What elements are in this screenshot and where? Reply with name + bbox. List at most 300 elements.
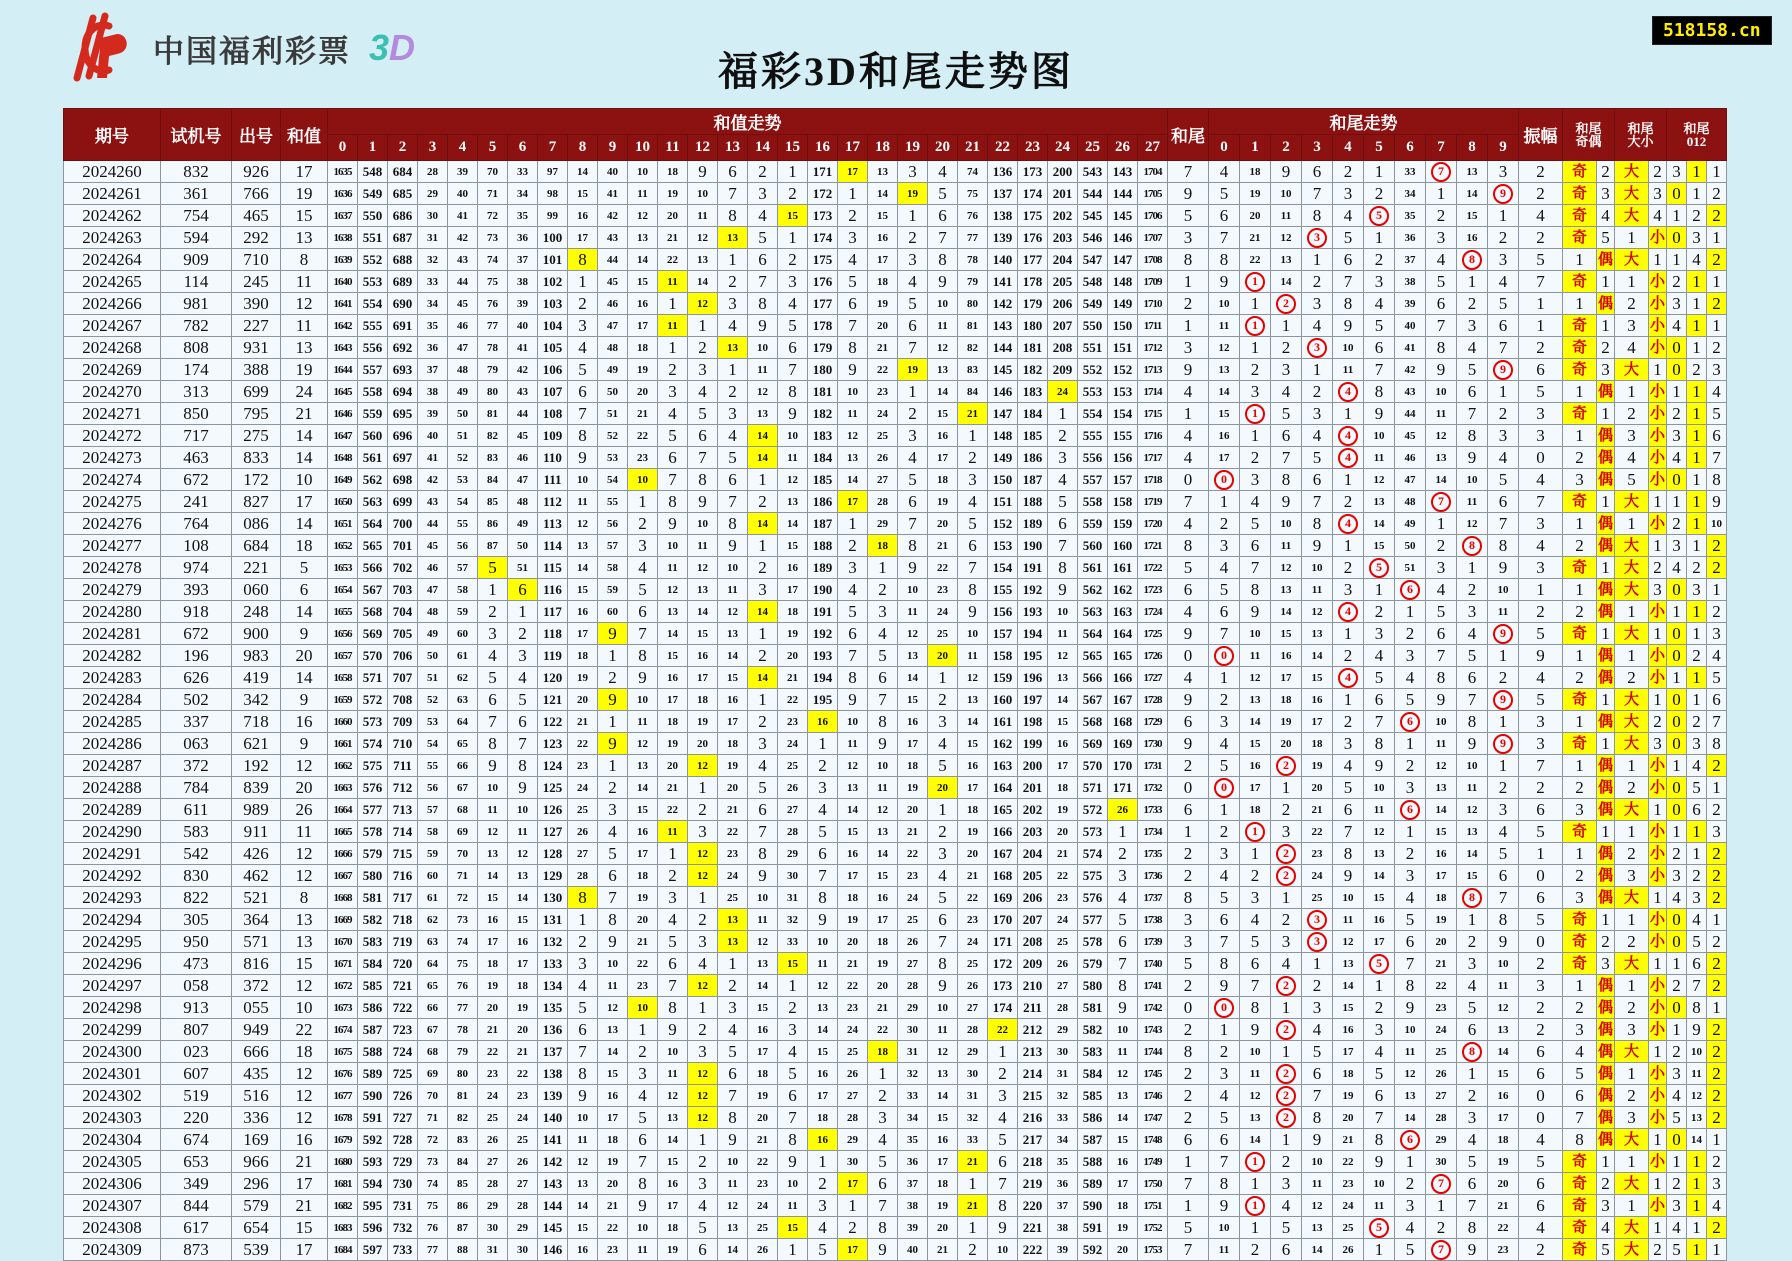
sum-trend-miss-cell: 25 [838,1041,868,1063]
sum-trend-miss-cell: 19 [778,623,808,645]
mod3-miss-cell: 2 [1687,205,1707,227]
sum-trend-miss-cell: 552 [1078,359,1108,381]
sum-trend-miss-cell: 160 [988,689,1018,711]
sum-trend-miss-cell: 15 [628,799,658,821]
tail-trend-miss-cell: 6 [1395,931,1426,953]
sum-trend-miss-cell: 214 [1018,1063,1048,1085]
issue-cell: 2024301 [64,1063,161,1085]
tail-trend-miss-cell: 5 [1271,1217,1302,1239]
size-hit-cell: 小 [1649,1085,1667,1107]
sum-trend-miss-cell: 23 [718,843,748,865]
sum-trend-miss-cell: 16 [928,1129,958,1151]
tail-cell: 7 [1168,1173,1209,1195]
sum-trend-miss-cell: 18 [628,865,658,887]
tail-trend-miss-cell: 13 [1457,161,1488,183]
sum-trend-miss-cell: 205 [1018,865,1048,887]
sum-trend-miss-cell: 22 [568,733,598,755]
tail-trend-hit-cell [1488,623,1519,645]
sum-trend-miss-cell: 2 [1048,425,1078,447]
sum-trend-miss-cell: 22 [508,1063,538,1085]
sum-trend-miss-cell: 16 [598,1085,628,1107]
sum-trend-header-col-11: 11 [658,135,688,161]
mod3-miss-cell: 9 [1707,491,1727,513]
size-miss-cell: 1 [1615,1151,1649,1173]
tail-trend-miss-cell: 9 [1426,689,1457,711]
sum-trend-miss-cell: 22 [1048,865,1078,887]
size-miss-cell: 2 [1615,293,1649,315]
sum-trend-miss-cell: 18 [598,1129,628,1151]
sum-trend-miss-cell: 76 [958,205,988,227]
col-header-tail: 和尾 [1168,109,1209,161]
mod3-miss-cell: 3 [1687,579,1707,601]
sum-trend-miss-cell: 7 [718,491,748,513]
sum-trend-miss-cell: 154 [988,557,1018,579]
issue-cell: 2024284 [64,689,161,711]
sum-trend-miss-cell: 150 [1108,315,1138,337]
sum-trend-miss-cell: 23 [778,711,808,733]
size-miss-cell: 2 [1649,161,1667,183]
amplitude-cell: 3 [1519,711,1563,733]
sum-trend-miss-cell: 180 [1018,315,1048,337]
sum-trend-hit-cell: 13 [718,337,748,359]
sum-trend-miss-cell: 12 [628,205,658,227]
size-hit-cell: 大 [1615,491,1649,513]
sum-trend-miss-cell: 21 [478,1019,508,1041]
sum-trend-miss-cell: 32 [418,249,448,271]
table-row [64,557,1727,579]
sum-trend-miss-cell: 2 [508,623,538,645]
sum-trend-miss-cell: 28 [778,821,808,843]
draw-number-cell: 931 [232,337,281,359]
sum-trend-miss-cell: 8 [838,337,868,359]
sum-trend-miss-cell: 45 [418,535,448,557]
sum-trend-miss-cell: 18 [628,337,658,359]
sum-trend-miss-cell: 20 [478,997,508,1019]
sum-trend-miss-cell: 1676 [328,1063,358,1085]
sum-cell: 18 [281,1041,328,1063]
sum-trend-miss-cell: 6 [718,1063,748,1085]
sum-trend-miss-cell: 2 [688,1151,718,1173]
mod3-miss-cell: 8 [1707,469,1727,491]
tail-trend-miss-cell: 1 [1395,1151,1426,1173]
sum-trend-miss-cell: 11 [658,1063,688,1085]
sum-trend-miss-cell: 166 [1108,667,1138,689]
sum-trend-miss-cell: 22 [928,557,958,579]
issue-cell: 2024270 [64,381,161,403]
tail-trend-miss-cell: 17 [1426,865,1457,887]
mod3-hit-cell: 2 [1707,293,1727,315]
issue-cell: 2024289 [64,799,161,821]
sum-trend-miss-cell: 194 [1018,623,1048,645]
sum-trend-miss-cell: 13 [478,843,508,865]
tail-trend-miss-cell: 14 [1426,469,1457,491]
test-number-cell: 063 [161,733,232,755]
sum-trend-miss-cell: 42 [448,227,478,249]
sum-trend-miss-cell: 1677 [328,1085,358,1107]
sum-trend-miss-cell: 153 [1108,381,1138,403]
sum-trend-miss-cell: 1 [478,579,508,601]
tail-hit-circle: 1 [1245,822,1265,842]
size-hit-cell: 小 [1649,975,1667,997]
sum-trend-miss-cell: 187 [1018,469,1048,491]
tail-hit-circle: 6 [1400,800,1420,820]
sum-trend-miss-cell: 2 [598,667,628,689]
tail-trend-miss-cell: 6 [1333,799,1364,821]
sum-trend-miss-cell: 14 [568,161,598,183]
sum-trend-miss-cell: 10 [928,293,958,315]
tail-hit-circle: 3 [1307,228,1327,248]
amplitude-cell: 2 [1519,1239,1563,1261]
tail-cell: 8 [1168,1041,1209,1063]
tail-trend-miss-cell: 2 [1426,535,1457,557]
mod3-miss-cell: 2 [1687,865,1707,887]
sum-trend-miss-cell: 72 [448,887,478,909]
tail-trend-miss-cell: 13 [1271,249,1302,271]
sum-trend-miss-cell: 1727 [1138,667,1168,689]
sum-trend-miss-cell: 718 [388,909,418,931]
mod3-miss-cell: 4 [1687,909,1707,931]
draw-number-cell: 248 [232,601,281,623]
table-row [64,601,1727,623]
tail-trend-miss-cell: 28 [1426,1107,1457,1129]
sum-trend-hit-cell: 14 [748,447,778,469]
sum-trend-miss-cell: 6 [658,953,688,975]
sum-trend-miss-cell: 1736 [1138,865,1168,887]
sum-trend-miss-cell: 1733 [1138,799,1168,821]
tail-trend-hit-cell [1333,601,1364,623]
tail-trend-miss-cell: 9 [1457,1239,1488,1261]
mod3-miss-cell: 5 [1687,931,1707,953]
sum-trend-miss-cell: 190 [808,579,838,601]
parity-header-line2: 奇偶 [1575,133,1602,149]
sum-trend-miss-cell: 11 [778,1195,808,1217]
tail-trend-miss-cell: 2 [1426,1217,1457,1239]
sum-trend-miss-cell: 3 [928,843,958,865]
sum-trend-miss-cell: 30 [478,1217,508,1239]
test-number-cell: 950 [161,931,232,953]
tail-hit-circle: 7 [1431,492,1451,512]
sum-trend-miss-cell: 701 [388,535,418,557]
sum-trend-miss-cell: 55 [418,755,448,777]
sum-cell: 12 [281,1107,328,1129]
sum-trend-miss-cell: 579 [1078,953,1108,975]
sum-trend-miss-cell: 5 [568,359,598,381]
sum-trend-miss-cell: 136 [538,1019,568,1041]
sum-trend-miss-cell: 1704 [1138,161,1168,183]
amplitude-cell: 4 [1519,535,1563,557]
tail-trend-miss-cell: 45 [1395,425,1426,447]
amplitude-cell: 4 [1519,667,1563,689]
mod3-miss-cell: 2 [1687,645,1707,667]
sum-trend-miss-cell: 7 [988,1173,1018,1195]
sum-trend-miss-cell: 13 [718,623,748,645]
sum-trend-miss-cell: 4 [718,425,748,447]
sum-trend-hit-cell: 21 [958,1151,988,1173]
sum-trend-miss-cell: 564 [1078,623,1108,645]
tail-trend-miss-cell: 6 [1488,315,1519,337]
tail-trend-miss-cell: 6 [1364,689,1395,711]
tail-trend-miss-cell: 11 [1209,315,1240,337]
sum-cell: 21 [281,1195,328,1217]
site-badge-link[interactable]: 518158.cn [1652,16,1772,45]
sum-trend-miss-cell: 1 [868,557,898,579]
sum-trend-miss-cell: 18 [1108,1195,1138,1217]
sum-trend-miss-cell: 21 [868,337,898,359]
sum-trend-miss-cell: 558 [358,381,388,403]
sum-trend-miss-cell: 37 [1048,1195,1078,1217]
tail-trend-miss-cell: 11 [1364,447,1395,469]
tail-trend-miss-cell: 2 [1240,1239,1271,1261]
sum-trend-miss-cell: 546 [1078,227,1108,249]
tail-trend-miss-cell: 9 [1364,755,1395,777]
test-number-cell: 337 [161,711,232,733]
sum-trend-miss-cell: 20 [868,975,898,997]
sum-trend-miss-cell: 8 [898,535,928,557]
sum-trend-miss-cell: 80 [478,381,508,403]
mod3-miss-cell: 6 [1687,799,1707,821]
tail-trend-miss-cell: 23 [1426,997,1457,1019]
sum-trend-miss-cell: 166 [988,821,1018,843]
sum-trend-miss-cell: 16 [478,909,508,931]
sum-trend-miss-cell: 1735 [1138,843,1168,865]
sum-trend-miss-cell: 12 [1048,645,1078,667]
sum-trend-miss-cell: 565 [1078,645,1108,667]
tail-trend-miss-cell: 13 [1364,843,1395,865]
sum-trend-miss-cell: 20 [658,205,688,227]
sum-trend-miss-cell: 171 [988,931,1018,953]
tail-trend-miss-cell: 4 [1302,315,1333,337]
size-hit-cell: 小 [1649,1019,1667,1041]
sum-trend-miss-cell: 157 [1108,469,1138,491]
tail-trend-miss-cell: 3 [1457,315,1488,337]
test-number-cell: 617 [161,1217,232,1239]
parity-hit-cell: 奇 [1563,205,1597,227]
sum-trend-miss-cell: 78 [448,1019,478,1041]
sum-trend-miss-cell: 1705 [1138,183,1168,205]
sum-trend-miss-cell: 15 [838,821,868,843]
sum-trend-miss-cell: 1743 [1138,1019,1168,1041]
table-row [64,909,1727,931]
sum-trend-miss-cell: 16 [1048,733,1078,755]
mod3-hit-cell: 0 [1667,909,1687,931]
size-miss-cell: 1 [1649,623,1667,645]
mod3-miss-cell: 1 [1667,821,1687,843]
size-hit-cell: 小 [1649,667,1667,689]
sum-trend-miss-cell: 3 [748,183,778,205]
mod3-miss-cell: 2 [1667,513,1687,535]
sum-trend-miss-cell: 10 [838,711,868,733]
tail-trend-miss-cell: 8 [1488,535,1519,557]
tail-trend-miss-cell: 3 [1395,1195,1426,1217]
amplitude-cell: 0 [1519,447,1563,469]
sum-trend-miss-cell: 206 [1018,887,1048,909]
sum-trend-miss-cell: 49 [598,359,628,381]
sum-trend-miss-cell: 7 [898,337,928,359]
mod3-miss-cell: 4 [1667,887,1687,909]
sum-trend-miss-cell: 590 [1078,1195,1108,1217]
sum-trend-miss-cell: 14 [628,249,658,271]
tail-trend-miss-cell: 7 [1209,931,1240,953]
size-hit-cell: 小 [1649,1063,1667,1085]
sum-trend-miss-cell: 6 [628,1129,658,1151]
sum-trend-miss-cell: 47 [508,469,538,491]
tail-trend-miss-cell: 35 [1395,205,1426,227]
tail-trend-miss-cell: 34 [1395,183,1426,205]
size-hit-cell: 大 [1615,733,1649,755]
test-number-cell: 502 [161,689,232,711]
sum-trend-miss-cell: 4 [1048,469,1078,491]
mod3-miss-cell: 1 [1687,623,1707,645]
tail-trend-miss-cell: 3 [1302,997,1333,1019]
mod3-miss-cell: 1 [1667,1019,1687,1041]
sum-trend-miss-cell: 57 [598,535,628,557]
tail-trend-miss-cell: 9 [1209,271,1240,293]
tail-trend-miss-cell: 7 [1209,623,1240,645]
sum-trend-miss-cell: 189 [1018,513,1048,535]
size-hit-cell: 大 [1615,205,1649,227]
sum-trend-miss-cell: 22 [868,359,898,381]
sum-trend-miss-cell: 13 [868,821,898,843]
sum-trend-miss-cell: 185 [808,469,838,491]
size-miss-cell: 4 [1649,205,1667,227]
parity-miss-cell: 1 [1597,557,1615,579]
sum-trend-miss-cell: 191 [808,601,838,623]
tail-trend-miss-cell: 1 [1333,403,1364,425]
sum-trend-miss-cell: 82 [448,1107,478,1129]
parity-miss-cell: 1 [1563,975,1597,997]
sum-trend-miss-cell: 205 [1048,271,1078,293]
sum-trend-miss-cell: 1745 [1138,1063,1168,1085]
sum-trend-miss-cell: 19 [628,887,658,909]
size-miss-cell: 1 [1615,755,1649,777]
tail-trend-hit-cell [1488,183,1519,205]
size-header-line1: 和尾 [1627,120,1654,136]
sum-trend-miss-cell: 204 [1048,249,1078,271]
sum-trend-miss-cell: 58 [418,821,448,843]
sum-trend-miss-cell: 144 [988,337,1018,359]
tail-trend-miss-cell: 13 [1240,1107,1271,1129]
parity-hit-cell: 偶 [1597,1063,1615,1085]
sum-trend-miss-cell: 12 [688,227,718,249]
tail-trend-miss-cell: 6 [1426,623,1457,645]
sum-trend-miss-cell: 84 [448,1151,478,1173]
sum-trend-miss-cell: 20 [1108,1239,1138,1261]
sum-trend-miss-cell: 6 [1048,513,1078,535]
tail-trend-miss-cell: 2 [1488,777,1519,799]
sum-trend-miss-cell: 13 [808,997,838,1019]
amplitude-cell: 2 [1519,997,1563,1019]
sum-trend-miss-cell: 14 [628,777,658,799]
size-hit-cell: 大 [1615,359,1649,381]
sum-trend-hit-cell: 10 [628,997,658,1019]
mod3-hit-cell: 0 [1667,799,1687,821]
sum-trend-miss-cell: 12 [658,1085,688,1107]
sum-trend-miss-cell: 5 [688,1217,718,1239]
sum-trend-miss-cell: 12 [898,623,928,645]
table-row [64,381,1727,403]
size-hit-cell: 大 [1615,887,1649,909]
sum-cell: 12 [281,975,328,997]
sum-trend-miss-cell: 17 [568,623,598,645]
tail-trend-miss-cell: 1 [1457,909,1488,931]
sum-trend-miss-cell: 572 [1078,799,1108,821]
size-miss-cell: 2 [1615,843,1649,865]
tail-trend-miss-cell: 27 [1426,1085,1457,1107]
tail-trend-miss-cell: 9 [1488,557,1519,579]
sum-trend-miss-cell: 27 [508,1173,538,1195]
sum-trend-miss-cell: 56 [418,777,448,799]
sum-trend-miss-cell: 22 [958,887,988,909]
sum-trend-miss-cell: 2 [688,909,718,931]
sum-trend-miss-cell: 18 [508,975,538,997]
tail-trend-miss-cell: 17 [1209,447,1240,469]
table-row [64,689,1727,711]
tail-trend-miss-cell: 3 [1209,1063,1240,1085]
mod3-miss-cell: 1 [1707,579,1727,601]
sum-trend-miss-cell: 33 [1048,1107,1078,1129]
sum-trend-miss-cell: 163 [1108,601,1138,623]
mod3-miss-cell: 1 [1707,315,1727,337]
size-miss-cell: 1 [1615,381,1649,403]
table-row [64,799,1727,821]
sum-trend-miss-cell: 689 [388,271,418,293]
sum-trend-miss-cell: 84 [958,381,988,403]
sum-trend-miss-cell: 6 [718,161,748,183]
tail-trend-miss-cell: 5 [1209,579,1240,601]
sum-trend-miss-cell: 697 [388,447,418,469]
draw-number-cell: 435 [232,1063,281,1085]
sum-trend-miss-cell: 11 [568,491,598,513]
mod3-hit-cell: 1 [1687,1239,1707,1261]
sum-trend-miss-cell: 8 [628,645,658,667]
test-number-cell: 463 [161,447,232,469]
tail-trend-miss-cell: 14 [1302,1239,1333,1261]
mod3-miss-cell: 9 [1687,1019,1707,1041]
sum-trend-miss-cell: 5 [718,447,748,469]
tail-trend-miss-cell: 13 [1426,447,1457,469]
tail-trend-miss-cell: 20 [1302,777,1333,799]
sum-trend-miss-cell: 34 [1048,1129,1078,1151]
sum-trend-miss-cell: 70 [448,843,478,865]
tail-trend-miss-cell: 5 [1426,601,1457,623]
draw-number-cell: 192 [232,755,281,777]
tail-trend-miss-cell: 6 [1457,1019,1488,1041]
tail-trend-miss-cell: 1 [1488,755,1519,777]
amplitude-cell: 2 [1519,1019,1563,1041]
sum-trend-miss-cell: 88 [448,1239,478,1261]
sum-trend-miss-cell: 104 [538,315,568,337]
tail-trend-miss-cell: 13 [1364,491,1395,513]
sum-trend-hit-cell: 15 [778,205,808,227]
sum-trend-miss-cell: 30 [838,1151,868,1173]
tail-trend-hit-cell [1240,1151,1271,1173]
sum-trend-miss-cell: 195 [808,689,838,711]
tail-hit-circle: 0 [1214,470,1234,490]
tail-hit-circle: 9 [1493,624,1513,644]
draw-number-cell: 388 [232,359,281,381]
sum-trend-miss-cell: 27 [958,997,988,1019]
tail-trend-miss-cell: 5 [1488,469,1519,491]
sum-trend-miss-cell: 32 [778,909,808,931]
sum-trend-miss-cell: 100 [538,227,568,249]
tail-trend-miss-cell: 1 [1426,1195,1457,1217]
sum-trend-miss-cell: 714 [388,821,418,843]
sum-trend-miss-cell: 147 [988,403,1018,425]
tail-trend-miss-cell: 18 [1240,799,1271,821]
parity-miss-cell: 5 [1597,227,1615,249]
sum-trend-miss-cell: 1636 [328,183,358,205]
sum-trend-miss-cell: 54 [418,733,448,755]
